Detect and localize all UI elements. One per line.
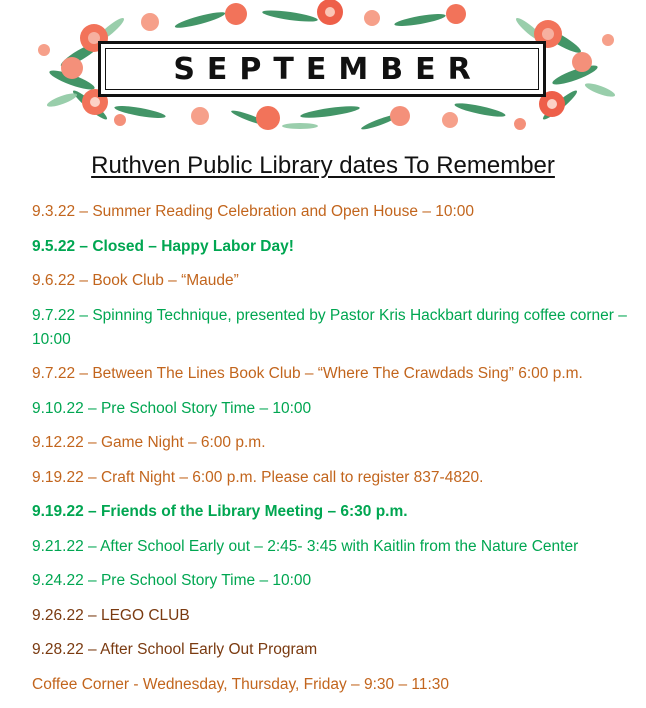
event-item: 9.5.22 – Closed – Happy Labor Day! — [32, 237, 294, 255]
floral-banner — [0, 0, 646, 140]
event-item: 9.7.22 – Between The Lines Book Club – “Where The Crawdads Sing” 6:00 p.m. — [32, 365, 583, 382]
banner-title: SEPTEMBER — [173, 51, 483, 87]
page-title: Ruthven Public Library dates To Remember — [91, 152, 555, 179]
event-item: 9.10.22 – Pre School Story Time – 10:00 — [32, 399, 312, 417]
event-item: Coffee Corner - Wednesday, Thursday, Friday – 9:30 – 11:30 — [32, 675, 450, 693]
event-list — [32, 200, 632, 707]
event-item: 9.21.22 – After School Early out – 2:45- 3:45 with Kaitlin from the Nature Center — [32, 537, 579, 555]
event-item: 9.24.22 – Pre School Story Time – 10:00 — [32, 572, 312, 589]
event-item: 9.6.22 – Book Club – “Maude” — [32, 272, 239, 289]
event-item: 9.3.22 – Summer Reading Celebration and Open House – 10:00 — [32, 203, 475, 220]
event-item: 9.19.22 – Craft Night – 6:00 p.m. Please call to register 837-4820. — [32, 468, 484, 486]
event-item: 9.26.22 – LEGO CLUB — [32, 606, 190, 624]
event-item: 9.12.22 – Game Night – 6:00 p.m. — [32, 434, 266, 451]
event-item: 9.28.22 – After School Early Out Program — [32, 641, 318, 658]
event-item: 9.19.22 – Friends of the Library Meeting – 6:30 p.m. — [32, 503, 408, 520]
banner-frame — [98, 41, 546, 97]
event-item: 9.7.22 – Spinning Technique, presented by Pastor Kris Hackbart during coffee corner – 10:00 — [32, 306, 627, 348]
